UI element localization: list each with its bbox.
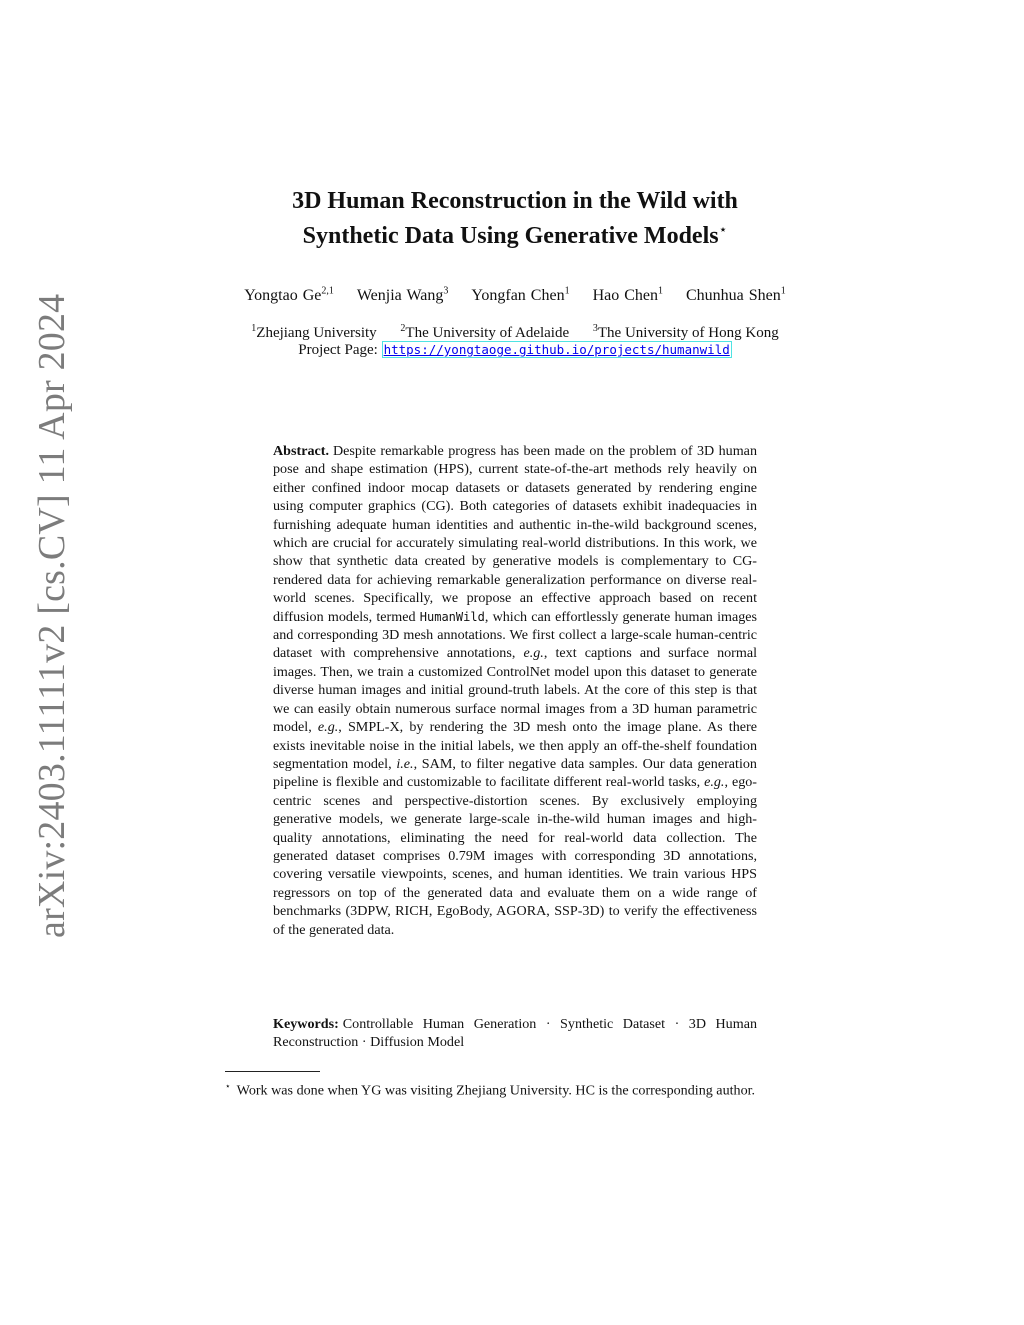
- author-affil-sup: 1: [564, 286, 570, 297]
- method-name: HumanWild: [419, 609, 485, 624]
- abstract-text: , ego-centric scenes and perspective-distortion scenes. By exclusively employing generative models, we generate large-scale in-the-wild human images and high-quality annotations, eliminating the need for real-world data collection. The generated dataset comprises 0.79M images with corresponding 3D annotations, covering versatile viewpoints, scenes, and human identities. We train various HPS regressors on top of the generated data and evaluate them on a wide range of benchmarks (3DPW, RICH, EgoBody, AGORA, SSP-3D) to verify the effectiveness of the generated data.: [273, 774, 757, 938]
- affiliation-3: [593, 325, 779, 341]
- affiliation-list: [120, 323, 910, 342]
- affiliation-name: Zhejiang University: [256, 325, 377, 341]
- abstract-text: Despite remarkable progress has been made on the problem of 3D human pose and shape estimation (HPS), current state-of-the-art methods rely heavily on either confined indoor mocap datasets or datasets generated by rendering engine using computer graphics (CG). Both categories of datasets exhibit inadequacies in furnishing adequate human identities and authentic in-the-wild background scenes, which are crucial for accurately simulating real-world distributions. In this work, we show that synthetic data created by generative models is complementary to CG-rendered data for achieving remarkable generalization performance on diverse real-world scenes. Specifically, we propose an effective approach based on recent diffusion models, termed: [273, 443, 757, 625]
- abstract-italic: e.g.: [317, 719, 339, 736]
- footnote-divider: [225, 1071, 320, 1072]
- affiliation-name: The University of Hong Kong: [597, 325, 779, 341]
- abstract-text: , text captions and surface normal images. Then, we train a customized ControlNet model upon this dataset to generate diverse human images and initial ground-truth labels. At the core of this step is that we can easily obtain numerous surface normal images from a 3D human parametric model,: [273, 645, 758, 736]
- author-name: Yongfan Chen: [471, 287, 565, 305]
- footnote: [225, 1077, 824, 1100]
- keywords: [273, 1015, 757, 1052]
- keywords-text: Controllable Human Generation · Synthetic Dataset · 3D Human Reconstruction · Diffusion Model: [273, 1016, 757, 1051]
- author-affil-sup: 1: [658, 286, 663, 297]
- affiliation-sup: 1: [251, 323, 257, 334]
- author-name: Hao Chen: [592, 287, 658, 305]
- title-footnote-marker: ⋆: [718, 223, 728, 238]
- affiliation-1: [251, 325, 376, 341]
- affiliation-name: The University of Adelaide: [405, 325, 570, 341]
- abstract-label: Abstract.: [273, 443, 329, 459]
- title-line-2: [120, 216, 910, 251]
- project-page-link[interactable]: https://yongtaoge.github.io/projects/humanwild: [383, 342, 730, 357]
- abstract-italic: e.g.: [523, 645, 544, 662]
- author-name: Chunhua Shen: [686, 287, 781, 305]
- author-3: [471, 287, 569, 304]
- author-4: [593, 287, 663, 304]
- author-affil-sup: 1: [780, 286, 786, 297]
- abstract-text: , SMPL-X, by rendering the 3D mesh onto the image plane. As there exists inevitable noise in the initial labels, we then apply an off-the-shelf foundation segmentation model,: [273, 719, 757, 772]
- title-line-1: 3D Human Reconstruction in the Wild with: [292, 188, 738, 214]
- abstract-italic: e.g.: [704, 774, 725, 791]
- footnote-marker: ⋆: [225, 1081, 231, 1091]
- author-1: [244, 287, 334, 304]
- project-page-label: Project Page:: [298, 342, 378, 358]
- title-line-2-text: Synthetic Data Using Generative Models: [302, 223, 719, 249]
- arxiv-identifier: arXiv:2403.11111v2 [cs.CV] 11 Apr 2024: [31, 293, 73, 938]
- affiliation-2: [400, 325, 569, 341]
- keywords-label: Keywords:: [273, 1016, 339, 1032]
- author-affil-sup: 3: [443, 286, 449, 297]
- author-2: [357, 287, 449, 304]
- footnote-text: Work was done when YG was visiting Zhejiang University. HC is the corresponding author.: [236, 1082, 756, 1099]
- affiliation-sup: 2: [400, 323, 406, 334]
- abstract-text: , which can effortlessly generate human images and corresponding 3D mesh annotations. We first collect a large-scale human-centric dataset with comprehensive annotations,: [273, 608, 757, 662]
- abstract-text: , SAM, to filter negative data samples. Our data generation pipeline is flexible and customizable to facilitate different real-world tasks,: [273, 755, 757, 791]
- author-affil-sup: 2,1: [321, 286, 334, 297]
- author-5: [686, 287, 786, 304]
- abstract: [273, 442, 757, 939]
- affiliation-sup: 3: [592, 323, 598, 334]
- author-name: Wenjia Wang: [356, 287, 444, 305]
- abstract-italic: i.e.: [396, 755, 414, 772]
- author-name: Yongtao Ge: [244, 287, 322, 305]
- author-list: [120, 286, 910, 305]
- paper-title: [120, 186, 910, 251]
- project-page: [120, 342, 910, 359]
